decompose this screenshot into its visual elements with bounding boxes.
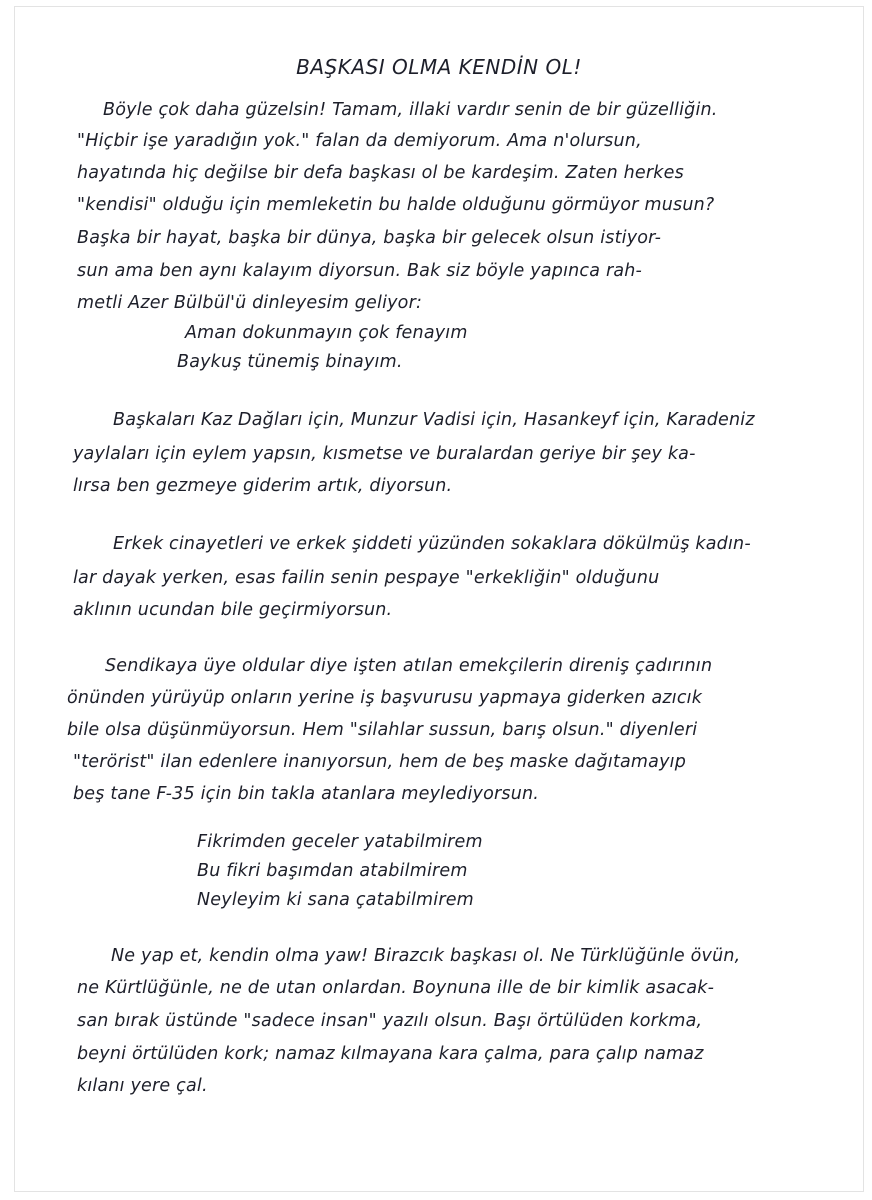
text-line: önünden yürüyüp onların yerine iş başvurusu yapmaya giderken azıcık [67,688,703,708]
text-line: Başkaları Kaz Dağları için, Munzur Vadisi için, Hasankeyf için, Karadeniz [113,410,755,430]
text-line: Başka bir hayat, başka bir dünya, başka bir gelecek olsun istiyor- [77,228,662,248]
text-line: "terörist" ilan edenlere inanıyorsun, hem de beş maske dağıtamayıp [73,752,687,772]
text-line: aklının ucundan bile geçirmiyorsun. [73,600,393,620]
text-line: sun ama ben aynı kalayım diyorsun. Bak siz böyle yapınca rah- [77,261,643,281]
text-line: beş tane F-35 için bin takla atanlara meylediyorsun. [73,784,540,804]
text-line: lırsa ben gezmeye giderim artık, diyorsun. [73,476,453,496]
document-title: BAŞKASI OLMA KENDİN OL! [296,55,582,79]
text-line: Erkek cinayetleri ve erkek şiddeti yüzünden sokaklara dökülmüş kadın- [113,534,751,554]
quote-line: Bu fikri başımdan atabilmirem [197,861,468,881]
quote-line: Neyleyim ki sana çatabilmirem [197,890,474,910]
text-line: kılanı yere çal. [77,1076,208,1096]
text-line: yaylaları için eylem yapsın, kısmetse ve buralardan geriye bir şey ka- [73,444,696,464]
text-line: Sendikaya üye oldular diye işten atılan emekçilerin direniş çadırının [105,656,713,676]
text-line: ne Kürtlüğünle, ne de utan onlardan. Boynuna ille de bir kimlik asacak- [77,978,715,998]
text-line: lar dayak yerken, esas failin senin pespaye "erkekliğin" olduğunu [73,568,660,588]
text-line: "Hiçbir işe yaradığın yok." falan da demiyorum. Ama n'olursun, [77,131,642,151]
text-line: "kendisi" olduğu için memleketin bu halde olduğunu görmüyor musun? [77,195,715,215]
text-line: bile olsa düşünmüyorsun. Hem "silahlar sussun, barış olsun." diyenleri [67,720,698,740]
quote-line: Baykuş tünemiş binayım. [177,352,403,372]
text-line: hayatında hiç değilse bir defa başkası ol be kardeşim. Zaten herkes [77,163,684,183]
text-line: metli Azer Bülbül'ü dinleyesim geliyor: [77,293,423,313]
notebook-page [14,6,864,1192]
quote-line: Aman dokunmayın çok fenayım [185,323,468,343]
text-line: san bırak üstünde "sadece insan" yazılı olsun. Başı örtülüden korkma, [77,1011,703,1031]
text-line: Ne yap et, kendin olma yaw! Birazcık başkası ol. Ne Türklüğünle övün, [111,946,741,966]
quote-line: Fikrimden geceler yatabilmirem [197,832,483,852]
text-line: beyni örtülüden kork; namaz kılmayana kara çalma, para çalıp namaz [77,1044,704,1064]
text-line: Böyle çok daha güzelsin! Tamam, illaki vardır senin de bir güzelliğin. [103,100,718,120]
